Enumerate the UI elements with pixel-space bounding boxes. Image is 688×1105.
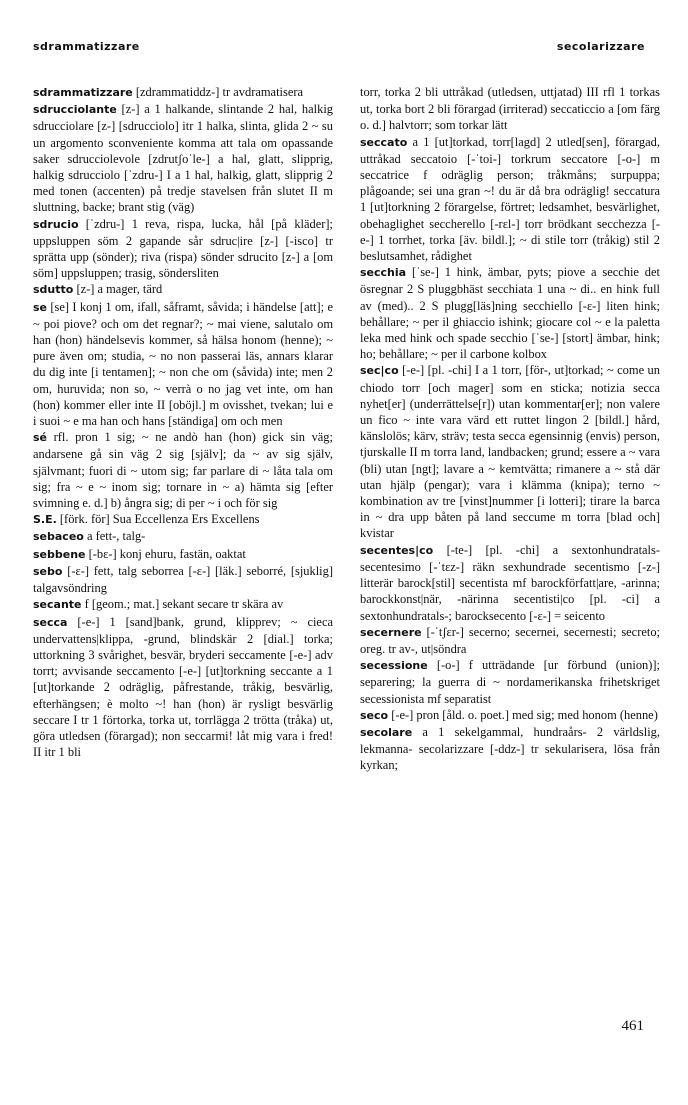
entry-text: torr, torka 2 bli uttråkad (utledsen, uttjatad) III rfl 1 torkas ut, torka bort 2 bli förargad (irriterad) seccaticcio a [om färg o. d.] halvtorr; som torkar lätt [360, 85, 660, 133]
headword: secca [33, 615, 68, 629]
running-head-right: secolarizzare [556, 40, 645, 53]
dictionary-entry [33, 614, 333, 761]
running-head-left: sdrammatizzare [33, 40, 140, 53]
entry-text: [-e-] [pl. -chi] I a 1 torr, [för-, ut]torkad; ~ come un chiodo torr [och mager] som en sticka; notizia secca nyhet[er] (underrättelse[r]) utan kommentar[er]; non valere un fico ~ inte vara värd ett ruttet lingon 2 [bildl.] hård, känslolös; kärv, sträv; testa secca egensinnig (envis) person, tjurskalle II m torra land, landbacken; grund; essere a ~ vara (bli) utan [ngt]; lavare a ~ kemtvätta; rimanere a ~ stå där utan hjälp (pengar); vara i klämma (knipa); terno ~ kombination av tre [vinst]nummer [i lotteri]; tirare la barca in ~ dra upp båten på land seccume m torra [blad och] kvistar [360, 363, 660, 541]
dictionary-entry [33, 546, 333, 563]
entry-text: [-ɛ-] fett, talg seborrea [-ɛ-] [läk.] seborré, [sjuklig] talgavsöndring [33, 563, 333, 596]
dictionary-entry [33, 299, 333, 430]
headword: secolare [360, 725, 413, 739]
headword: sebaceo [33, 530, 84, 544]
dictionary-entry [33, 429, 333, 511]
headword: sé [33, 431, 48, 445]
entry-text: [-o-] f utträdande [ur förbund (union)]; separering; la guerra di ~ nordamerikanska frihetskriget secessionista mf separatist [360, 658, 660, 706]
headword: seco [360, 708, 389, 722]
entry-text: [ˈzdru-] 1 reva, rispa, lucka, hål [på kläder]; uppsluppen söm 2 gapande sår sdruc|ire [z-] [-isco] tr sprätta upp (sönder); riva (rispa) sönder sdrucito [z-] a [om söm] uppsluppen; trasig, söndersliten [33, 216, 333, 281]
dictionary-entry [33, 596, 333, 613]
dictionary-entry [33, 563, 333, 596]
headword: sdrucciolante [33, 103, 117, 117]
entry-text: [-e-] 1 [sand]bank, grund, klipprev; ~ cieca undervattens|klippa, -grund, blindskär 2 [dial.] torka; uttorkning 3 svårighet, besvär, bryderi seccamente [-e-] adv torrt; avvisande seccamento [-e-] [ut]torkning seccante a 1 [ut]torkande 2 odräglig, påfrestande, tråkig, besvärlig, efterhängsen; è molto ~! han (hon) är rysligt besvärlig seccare I tr 1 förtorka, torka ut, torrlägga 2 trötta (tråka) ut, göra utledsen (förargad); non seccarmi! låt mig vara i fred! II itr 1 bli [33, 614, 333, 760]
entry-text: [se] I konj 1 om, ifall, såframt, såvida; i händelse [att]; e ~ poi piove? och om det regnar?; ~ mai viene, salutalo om han (hon) händelsevis kommer, så hälsa honom (henne); ~ pure även om; studia, ~ no non passerai läs, annars klarar du dig inte [i tentamen]; ~ non che om (såvida) inte; men 2 om, huruvida; non so, ~ verrà o no jag vet inte, om han (hon) kommer eller inte II [oböjl.] m ovisshet, tvekan; lui e i suoi ~ e ma han och hans [ständiga] om och men [33, 299, 333, 429]
headword: secentes|co [360, 543, 434, 557]
entry-text: [förk. för] Sua Eccellenza Ers Excellens [56, 512, 260, 527]
entry-text: [zdrammatiddz-] tr avdramatisera [132, 85, 304, 99]
dictionary-entry [360, 624, 660, 657]
headword: se [33, 300, 48, 314]
headword: seccato [360, 135, 408, 149]
dictionary-entry [33, 216, 333, 282]
entry-text: a 1 [ut]torkad, torr[lagd] 2 utled[sen], förargad, uttråkad seccatoio [-ˈtoi-] torkrum seccatore [-o-] m seccatrice f odräglig person; tråkmåns; surpuppa; plågoande; sei una gran ~! du är då bra odräglig! seccatura 1 [ut]torkning 2 förargelse, förtret; ledsamhet, besvärlighet, obehaglighet seccherello [-rɛl-] torr brödkant secchezza [-e-] 1 torrhet, torka [äv. bildl.]; ~ di stile torr (tråkig) stil 2 beslutsamhet, rådighet [360, 134, 660, 264]
dictionary-entry [33, 281, 333, 298]
headword: sdrucio [33, 217, 79, 231]
headword: sdutto [33, 283, 74, 297]
dictionary-entry [360, 362, 660, 541]
dictionary-entry [33, 528, 333, 545]
headword: secernere [360, 625, 422, 639]
entry-text: [-ˈtʃɛr-] secerno; secernei, secernesti; secreto; oreg. tr av-, ut|söndra [360, 624, 660, 656]
headword: sec|co [360, 364, 399, 378]
entry-text: [-bɛ-] konj ehuru, fastän, oaktat [85, 546, 246, 561]
column-right [360, 84, 660, 774]
entry-text: f [geom.; mat.] sekant secare tr skära av [81, 597, 284, 612]
entry-text: [z-] a mager, tärd [73, 282, 163, 297]
entry-text: [-te-] [pl. -chi] a sextonhundratals- secentesimo [-ˈtɛz-] räkn sexhundrade secentismo [-z-] litterär barock[stil] secentista mf barockförfatt|are, -arinna; barockkonst|när, -närinna secentisti|co [pl. -ci] a sextonhundratals-; barocksecento [-ɛ-] = seicento [360, 542, 660, 623]
dictionary-entry [360, 134, 660, 265]
dictionary-entry [33, 511, 333, 528]
dictionary-entry [33, 84, 333, 101]
dictionary-entry [360, 657, 660, 707]
entry-text: rfl. pron 1 sig; ~ ne andò han (hon) gick sin väg; andarsene gå sin väg 2 sig [själv]; da ~ av sig själv, självmant; fuori di ~ utom sig; far parlare di ~ låta tala om sig; fra ~ e ~ inom sig; tornare in ~ a) hämta sig [efter svimning e. d.] b) ångra sig; di per ~ i och för sig [33, 430, 333, 511]
entry-text: a 1 sekelgammal, hundraårs- 2 världslig, lekmanna- secolarizzare [-ddz-] tr sekularisera, lösa från kyrkan; [360, 724, 660, 773]
dictionary-entry [360, 84, 660, 134]
entry-text: [-e-] pron [åld. o. poet.] med sig; med honom (henne) [388, 707, 658, 722]
column-left [33, 84, 333, 760]
page-number: 461 [621, 1018, 644, 1034]
headword: sdrammatizzare [33, 86, 133, 99]
headword: secchia [360, 266, 407, 280]
headword: secessione [360, 659, 428, 673]
headword: sebo [33, 564, 63, 578]
dictionary-entry [33, 101, 333, 215]
headword: secante [33, 598, 82, 612]
dictionary-entry [360, 707, 660, 724]
dictionary-entry [360, 724, 660, 774]
entry-text: [ˈse-] 1 hink, ämbar, pyts; piove a secchie det ösregnar 2 S pluggbhäst secchiata 1 una ~ di.. en hink full av (med).. 2 S plugg[läs]ning secchiello [-ɛ-] liten hink; behållare; ~ per il ghiaccio ishink; giocare col ~ e la paletta leka med hink och spade secchio [ˈse-] [stort] ämbar, hink; ho; behållare; ~ per il carbone kolbox [360, 265, 660, 362]
dictionary-entry [360, 264, 660, 362]
entry-text: [z-] a 1 halkande, slintande 2 hal, halkig sdrucciolare [z-] [sdrucciolo] itr 1 halka, slinta, glida 2 ~ su un argomento sconveniente komma att tala om opassande saker sdrucciolevole [zdrutʃoˈle-] a hal, glatt, slipprig, halkig sdrucciolo [ˈzdru-] I a 1 hal, halkig, glatt, slipprig 2 med tonen (accenten) på tredje stavelsen från slutet II m sluttning, backe; brant stig (väg) [33, 102, 333, 215]
headword: S.E. [33, 513, 57, 527]
headword: sebbene [33, 547, 86, 561]
entry-text: a fett-, talg- [83, 529, 146, 544]
dictionary-entry [360, 542, 660, 624]
